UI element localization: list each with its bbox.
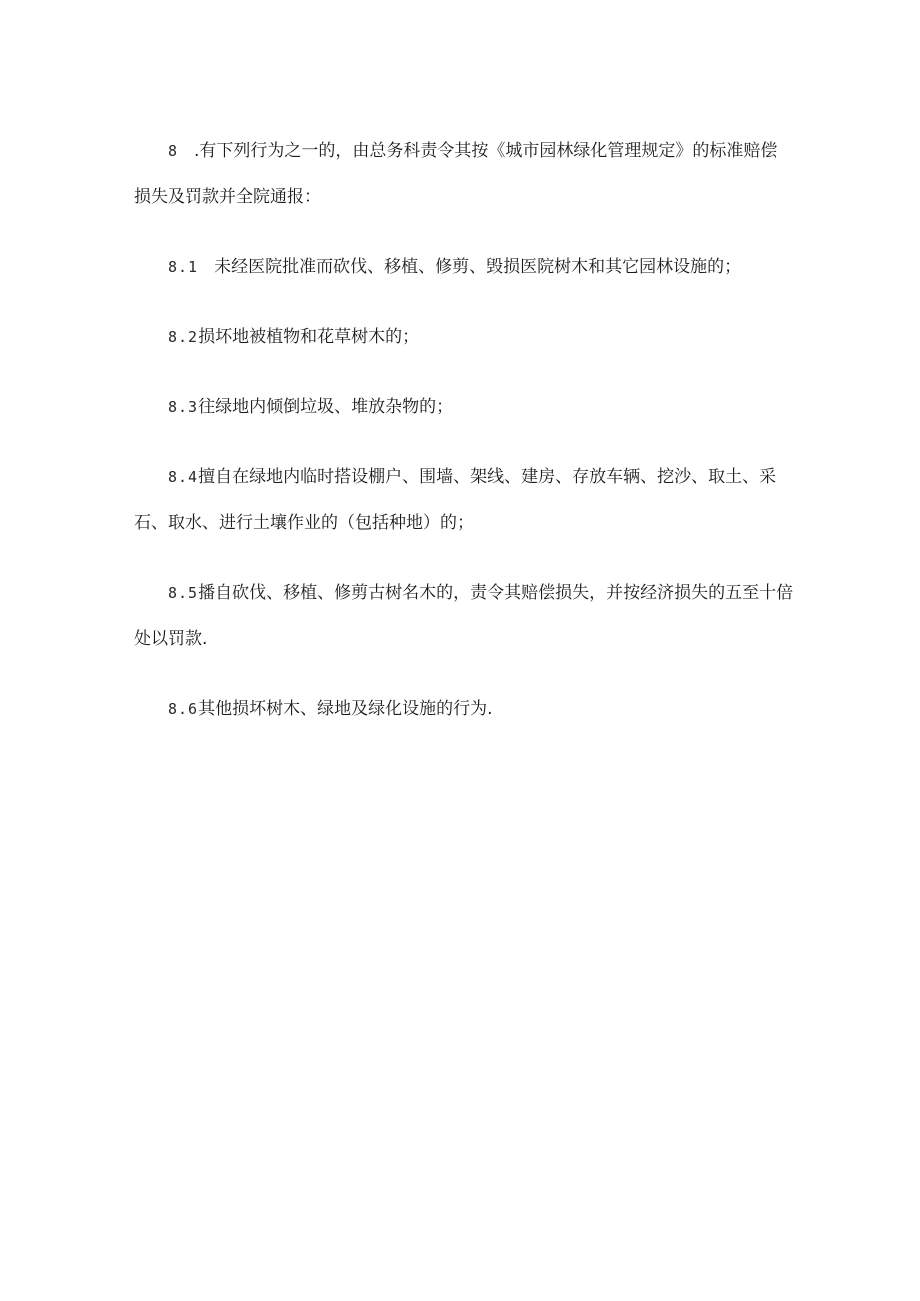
paragraph-number: 8.4 — [168, 468, 199, 486]
paragraph-8-5 — [134, 570, 794, 662]
paragraph-text: 往绿地内倾倒垃圾、堆放杂物的； — [198, 397, 454, 417]
paragraph-number: 8.2 — [168, 328, 199, 346]
paragraph-8-6 — [134, 686, 794, 732]
document-body — [134, 128, 794, 756]
paragraph-8-4 — [134, 454, 794, 546]
paragraph-text: 其他损坏树木、绿地及绿化设施的行为. — [198, 699, 493, 719]
paragraph-text: 未经医院批准而砍伐、移植、修剪、毁损医院树木和其它园林设施的； — [214, 257, 742, 277]
paragraph-number: 8.5 — [168, 584, 199, 602]
paragraph-8 — [134, 128, 794, 220]
paragraph-number: 8 — [168, 142, 195, 160]
paragraph-text: .有下列行为之一的，由总务科责令其按《城市园林绿化管理规定》的标准赔偿损失及罚款并全院通报： — [134, 141, 778, 207]
paragraph-text: 播自砍伐、移植、修剪古树名木的，责令其赔偿损失，并按经济损失的五至十倍处以罚款. — [134, 583, 794, 649]
paragraph-number: 8.1 — [168, 258, 215, 276]
paragraph-8-1 — [134, 244, 794, 290]
paragraph-text: 损坏地被植物和花草树木的； — [198, 327, 420, 347]
paragraph-text: 擅自在绿地内临时搭设棚户、围墙、架线、建房、存放车辆、挖沙、取土、采石、取水、进行土壤作业的（包括种地）的； — [134, 467, 777, 533]
paragraph-8-2 — [134, 314, 794, 360]
paragraph-number: 8.3 — [168, 398, 199, 416]
paragraph-number: 8.6 — [168, 700, 199, 718]
paragraph-8-3 — [134, 384, 794, 430]
